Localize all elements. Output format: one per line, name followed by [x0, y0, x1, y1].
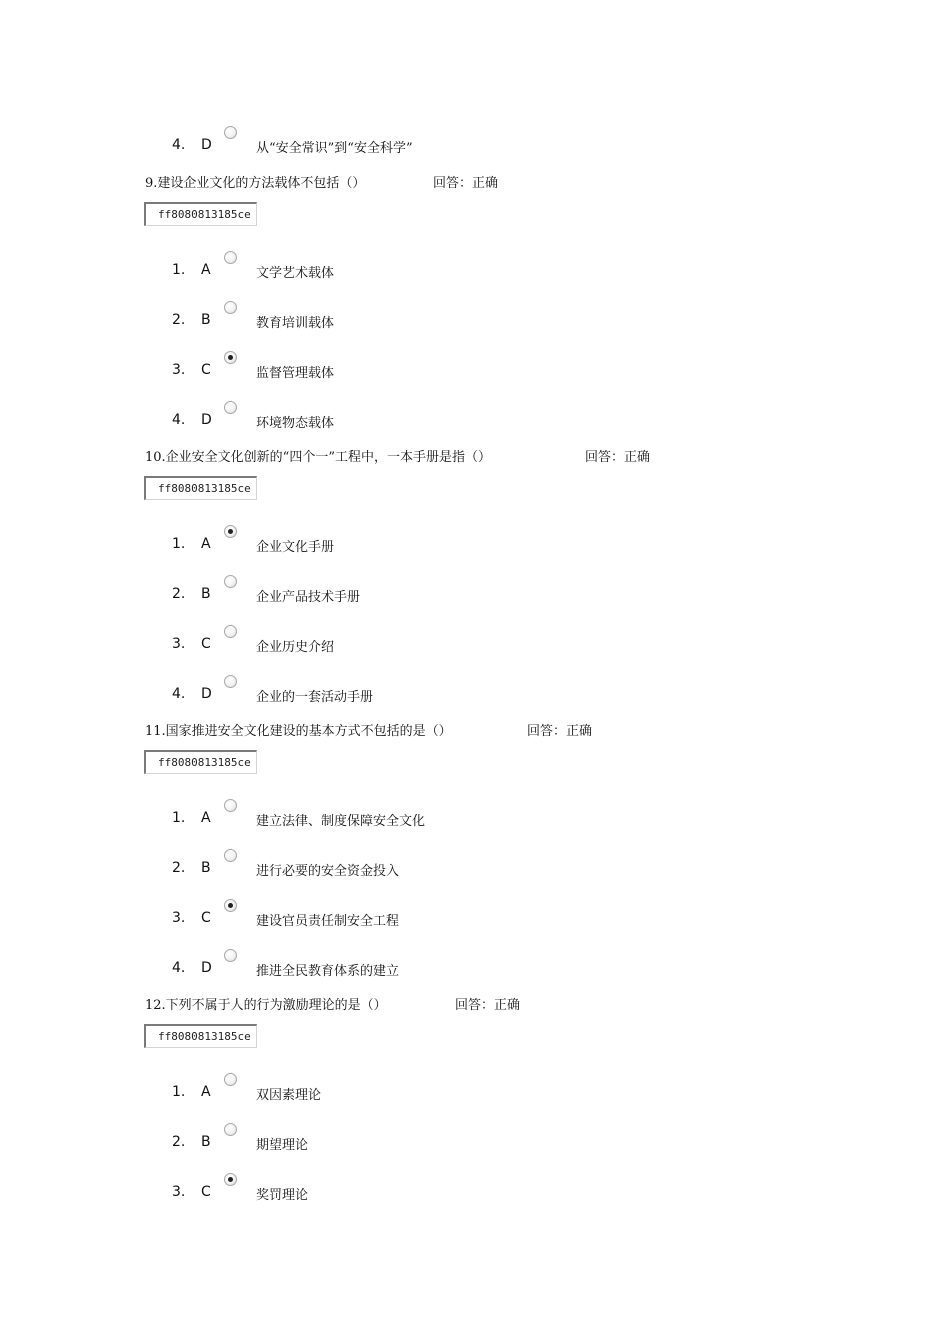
question-title: 10.企业安全文化创新的“四个一”工程中，一本手册是指（） [145, 450, 491, 465]
option-text: 建立法律、制度保障安全文化 [256, 814, 426, 829]
option-text: 教育培训载体 [256, 316, 335, 331]
question-title: 12.下列不属于人的行为激励理论的是（） [145, 998, 387, 1013]
option-letter: C [201, 636, 211, 652]
radio-button[interactable] [224, 675, 237, 688]
question-title: 9.建设企业文化的方法载体不包括（） [145, 176, 366, 191]
option-number: 3. [172, 362, 186, 378]
option-row[interactable] [172, 261, 672, 285]
question-title: 11.国家推进安全文化建设的基本方式不包括的是（） [145, 724, 452, 739]
answer-status: 回答：正确 [433, 176, 499, 191]
option-number: 4. [172, 960, 186, 976]
option-text: 企业历史介绍 [256, 640, 335, 655]
question-10 [145, 446, 845, 466]
option-text: 企业的一套活动手册 [256, 690, 374, 705]
option-text: 环境物态载体 [256, 416, 335, 431]
question-9 [145, 172, 845, 192]
option-row[interactable] [172, 411, 672, 435]
option-letter: D [201, 960, 212, 976]
option-number: 2. [172, 860, 186, 876]
question-id-field[interactable]: ff8080813185ce [144, 750, 257, 774]
option-letter: A [201, 262, 211, 278]
option-text: 企业产品技术手册 [256, 590, 361, 605]
radio-button-selected[interactable] [224, 1173, 237, 1186]
option-letter: A [201, 810, 211, 826]
option-letter: B [201, 1134, 211, 1150]
option-number: 3. [172, 636, 186, 652]
option-row[interactable] [172, 535, 672, 559]
option-number: 3. [172, 1184, 186, 1200]
radio-button[interactable] [224, 126, 237, 139]
answer-status: 回答：正确 [527, 724, 593, 739]
option-number: 2. [172, 312, 186, 328]
option-letter: C [201, 910, 211, 926]
option-row[interactable] [172, 685, 672, 709]
option-number: 1. [172, 262, 186, 278]
option-number: 2. [172, 586, 186, 602]
option-text: 推进全民教育体系的建立 [256, 964, 400, 979]
option-row[interactable] [172, 635, 672, 659]
option-row[interactable] [172, 311, 672, 335]
question-id-field[interactable]: ff8080813185ce [144, 202, 257, 226]
option-row[interactable] [172, 361, 672, 385]
radio-button[interactable] [224, 949, 237, 962]
option-row[interactable] [172, 1183, 672, 1207]
radio-button[interactable] [224, 625, 237, 638]
question-id-field[interactable]: ff8080813185ce [144, 1024, 257, 1048]
radio-button[interactable] [224, 849, 237, 862]
option-row [172, 136, 672, 160]
radio-button[interactable] [224, 401, 237, 414]
option-number: 1. [172, 1084, 186, 1100]
option-text: 奖罚理论 [256, 1188, 309, 1203]
question-id-field[interactable]: ff8080813185ce [144, 476, 257, 500]
option-row[interactable] [172, 959, 672, 983]
option-letter: D [201, 686, 212, 702]
radio-button[interactable] [224, 575, 237, 588]
question-11 [145, 720, 845, 740]
option-number: 2. [172, 1134, 186, 1150]
option-number: 4. [172, 137, 186, 153]
option-text: 企业文化手册 [256, 540, 335, 555]
radio-button[interactable] [224, 251, 237, 264]
option-row[interactable] [172, 1083, 672, 1107]
option-letter: C [201, 1184, 211, 1200]
option-letter: B [201, 860, 211, 876]
option-row[interactable] [172, 809, 672, 833]
option-letter: D [201, 412, 212, 428]
radio-button[interactable] [224, 1123, 237, 1136]
radio-button-selected[interactable] [224, 899, 237, 912]
option-text: 建设官员责任制安全工程 [256, 914, 400, 929]
option-row[interactable] [172, 1133, 672, 1157]
option-letter: D [201, 137, 212, 153]
option-letter: C [201, 362, 211, 378]
option-text: 进行必要的安全资金投入 [256, 864, 400, 879]
option-letter: B [201, 586, 211, 602]
option-letter: B [201, 312, 211, 328]
radio-button-selected[interactable] [224, 525, 237, 538]
radio-button[interactable] [224, 799, 237, 812]
option-row[interactable] [172, 585, 672, 609]
radio-button[interactable] [224, 1073, 237, 1086]
option-text: 从“安全常识”到“安全科学” [256, 141, 413, 156]
option-number: 4. [172, 686, 186, 702]
option-letter: A [201, 1084, 211, 1100]
radio-button-selected[interactable] [224, 351, 237, 364]
option-number: 3. [172, 910, 186, 926]
option-text: 监督管理载体 [256, 366, 335, 381]
answer-status: 回答：正确 [585, 450, 651, 465]
option-text: 双因素理论 [256, 1088, 322, 1103]
option-number: 4. [172, 412, 186, 428]
answer-status: 回答：正确 [455, 998, 521, 1013]
option-row[interactable] [172, 909, 672, 933]
option-letter: A [201, 536, 211, 552]
option-text: 期望理论 [256, 1138, 309, 1153]
option-number: 1. [172, 810, 186, 826]
option-row[interactable] [172, 859, 672, 883]
option-number: 1. [172, 536, 186, 552]
radio-button[interactable] [224, 301, 237, 314]
question-12 [145, 994, 845, 1014]
option-text: 文学艺术载体 [256, 266, 335, 281]
